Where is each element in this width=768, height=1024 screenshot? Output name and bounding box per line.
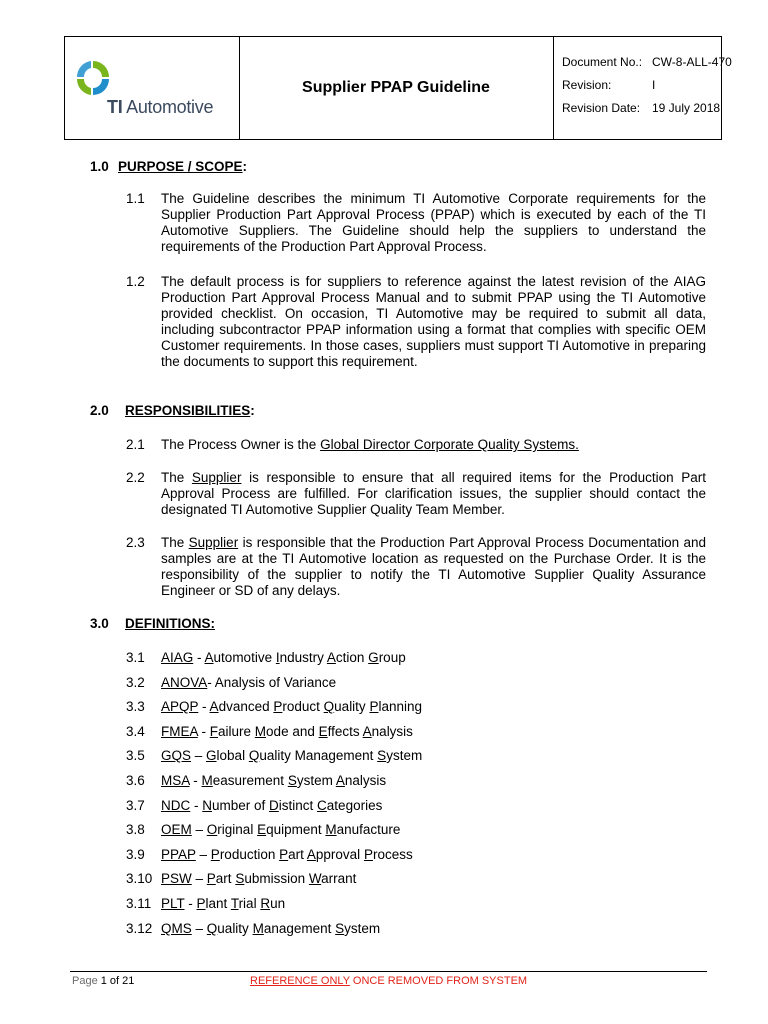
definition-abbreviation: FMEA <box>161 724 198 739</box>
title-cell <box>239 37 554 139</box>
definition-number: 3.1 <box>126 650 145 665</box>
paragraph-2-1: The Process Owner is the Global Director Corporate Quality Systems. <box>161 437 579 452</box>
definition-number: 3.11 <box>126 896 152 911</box>
definition-item: PSW – Part Submission Warrant <box>161 871 357 886</box>
definition-abbreviation: QMS <box>161 921 192 936</box>
definition-item: PPAP – Production Part Approval Process <box>161 847 413 862</box>
definition-number: 3.10 <box>126 871 153 886</box>
document-number: CW-8-ALL-470 <box>652 55 732 69</box>
definition-number: 3.5 <box>126 748 145 763</box>
definition-number: 3.2 <box>126 675 145 690</box>
revision-date-row: Revision Date: 19 July 2018 <box>562 101 721 115</box>
revision-date: 19 July 2018 <box>652 101 721 115</box>
paragraph-1-2: The default process is for suppliers to reference against the latest revision of the AIAG Production Part Approval Process Manual and to submit PPAP using the TI Automotive provided checklist. On occasion, TI Automotive may be required to submit all data, including subcontractor PPAP information using a format that complies with specific OEM Customer requirements. In those cases, suppliers must support TI Automotive in preparing the documents to support this requirement. <box>161 274 706 369</box>
definition-number: 3.6 <box>126 773 145 788</box>
document-number-row: Document No.: CW-8-ALL-470 <box>562 55 732 69</box>
page-indicator: Page 1 of 21 <box>72 975 135 987</box>
definition-number: 3.7 <box>126 798 145 813</box>
definition-number: 3.9 <box>126 847 145 862</box>
definition-number: 3.8 <box>126 822 145 837</box>
footer-divider <box>70 971 707 972</box>
definition-abbreviation: MSA <box>161 773 190 788</box>
section-heading-purpose: 1.0 PURPOSE / SCOPE: <box>90 159 248 174</box>
definition-number: 3.4 <box>126 724 145 739</box>
definition-abbreviation: PSW <box>161 871 192 886</box>
logo-wordmark: TI Automotive <box>107 97 214 117</box>
document-title: Supplier PPAP Guideline <box>302 79 490 96</box>
definition-item: GQS – Global Quality Management System <box>161 748 423 763</box>
definition-item: ANOVA- Analysis of Variance <box>161 675 337 690</box>
item-number: 2.1 <box>126 437 145 452</box>
definition-abbreviation: APQP <box>161 699 199 714</box>
document-header <box>64 36 732 140</box>
revision-row: Revision: I <box>562 78 656 92</box>
definition-abbreviation: PPAP <box>161 847 196 862</box>
item-number: 2.2 <box>126 470 145 485</box>
paragraph-2-2: The Supplier is responsible to ensure that all required items for the Production Part Approval Process are fulfilled. For clarification issues, the supplier should contact the designated TI Automotive Supplier Quality Team Member. <box>161 470 707 517</box>
item-number: 1.2 <box>126 274 145 289</box>
definition-abbreviation: ANOVA <box>161 675 208 690</box>
ti-automotive-logo-icon <box>73 57 113 99</box>
paragraph-1-1: The Guideline describes the minimum TI Automotive Corporate requirements for the Supplier Production Part Approval Process (PPAP) which is executed by each of the TI Automotive Suppliers. The Guideline should help the suppliers to understand the requirements of the Production Part Approval Process. <box>161 191 706 254</box>
definition-item: APQP - Advanced Product Quality Planning <box>161 699 423 714</box>
item-number: 2.3 <box>126 535 145 550</box>
process-owner-link: Global Director Corporate Quality Systems. <box>320 437 579 452</box>
definition-item: OEM – Original Equipment Manufacture <box>161 822 401 837</box>
definition-abbreviation: OEM <box>161 822 192 837</box>
reference-notice: REFERENCE ONLY ONCE REMOVED FROM SYSTEM <box>250 975 528 987</box>
revision-value: I <box>652 78 656 92</box>
definition-abbreviation: PLT <box>161 896 185 911</box>
definition-abbreviation: GQS <box>161 748 192 763</box>
definition-number: 3.3 <box>126 699 145 714</box>
section-heading-definitions: 3.0 DEFINITIONS: <box>90 616 215 631</box>
item-number: 1.1 <box>126 191 145 206</box>
definition-item: QMS – Quality Management System <box>161 921 381 936</box>
definition-abbreviation: NDC <box>161 798 191 813</box>
definition-item: FMEA - Failure Mode and Effects Analysis <box>161 724 413 739</box>
definition-item: NDC - Number of Distinct Categories <box>161 798 383 813</box>
logo-cell <box>65 37 240 139</box>
definition-item: PLT - Plant Trial Run <box>161 896 286 911</box>
definition-abbreviation: AIAG <box>161 650 194 665</box>
paragraph-2-3: The Supplier is responsible that the Production Part Approval Process Documentation and samples are at the TI Automotive location as requested on the Purchase Order. It is the responsibility of the supplier to notify the TI Automotive Supplier Quality Assurance Engineer or SD of any delays. <box>161 535 707 598</box>
document-info-cell <box>554 37 732 139</box>
definition-item: AIAG - Automotive Industry Action Group <box>161 650 406 665</box>
definition-number: 3.12 <box>126 921 153 936</box>
section-heading-responsibilities: 2.0 RESPONSIBILITIES: <box>90 403 255 418</box>
definition-item: MSA - Measurement System Analysis <box>161 773 387 788</box>
